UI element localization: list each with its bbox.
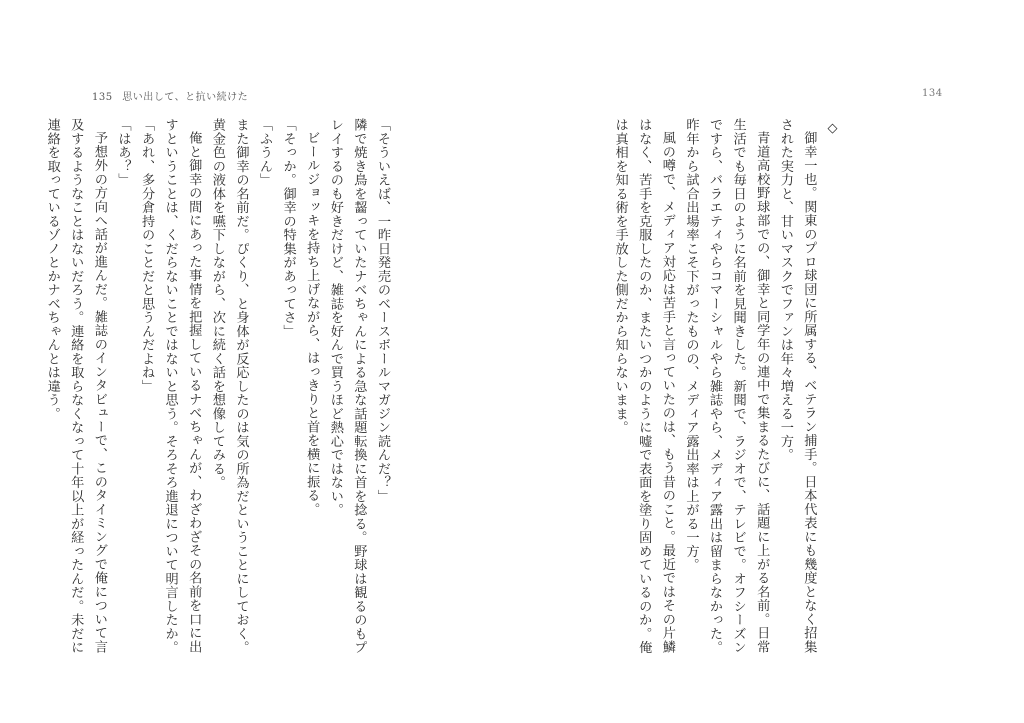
paragraph: 風の噂で、メディア対応は苦手と言っていたのは、もう昔のこと。最近ではその片鱗はなく、苦手を克服したのか、またいつかのように嘘で表面を塗り固めているのか。俺は真相を知る術を手放した側だから知らないまま。 [612, 118, 675, 655]
left-body-text [44, 118, 394, 658]
right-body-text [612, 118, 844, 658]
paragraph: 御幸一也。関東のプロ球団に所属する、ベテラン捕手。日本代表にも幾度となく招集された実力と、甘いマスクでファンは年々増える一方。 [777, 118, 817, 654]
paragraph: 予想外の方向へ話が進んだ。雑誌のインタビューで、このタイミングで俺について言及するようなことはないだろう。連絡を取らなくなって十年以上が経ったんだ。未だに連絡を取っているゾノとかナベちゃんとは違う。 [44, 118, 107, 655]
paragraph: 「あれ、多分倉持のことだと思うんだよね」 [139, 118, 155, 393]
running-title: 思い出して、と抗い続けた [122, 92, 249, 103]
paragraph: 「そういえば、一昨日発売のベースボールマガジン読んだ？」 [375, 118, 390, 503]
paragraph: また御幸の名前だ。ぴくり、と身体が反応したのは気の所為だということにしておく。黄金色の液体を嚥下しながら、次に続く話を想像してみる。 [209, 118, 249, 655]
paragraph: ビールジョッキを持ち上げながら、はっきりと首を横に振る。 [304, 131, 320, 517]
paragraph: 青道高校野球部での、御幸と同学年の連中で集まるたびに、話題に上がる名前。日常生活でも毎日のように名前を見聞きした。新聞で、ラジオで、テレビで。オフシーズンですら、バラエティやらコマーシャルやら雑誌やら、メディア露出は留まらなかった。昨年から試合出場率こそ下がったものの、メディア露出率は上がる一方。 [683, 118, 770, 655]
paragraph: 隣で焼き鳥を齧っていたナベちゃんによる急な話題転換に首を捻る。野球は観るのもプレイするのも好きだけど、雑誌を好んで買うほど熱心ではない。 [327, 118, 367, 655]
left-page-number: 135 [92, 92, 113, 103]
right-page [512, 0, 1024, 723]
right-page-number: 134 [922, 88, 943, 99]
paragraph: 俺と御幸の間にあった事情を把握しているナベちゃんが、わざわざその名前を口に出すということは、くだらないことではないと思う。そろそろ進退について明言したか。 [162, 118, 202, 655]
paragraph: 「はあ？」 [115, 118, 131, 187]
paragraph: 「ふうん」 [257, 118, 273, 187]
section-break-diamond-icon: ◇ [825, 121, 840, 137]
left-running-head [92, 88, 248, 103]
right-running-head [922, 88, 943, 99]
paragraph: 「そっか。御幸の特集があってさ」 [280, 118, 296, 338]
